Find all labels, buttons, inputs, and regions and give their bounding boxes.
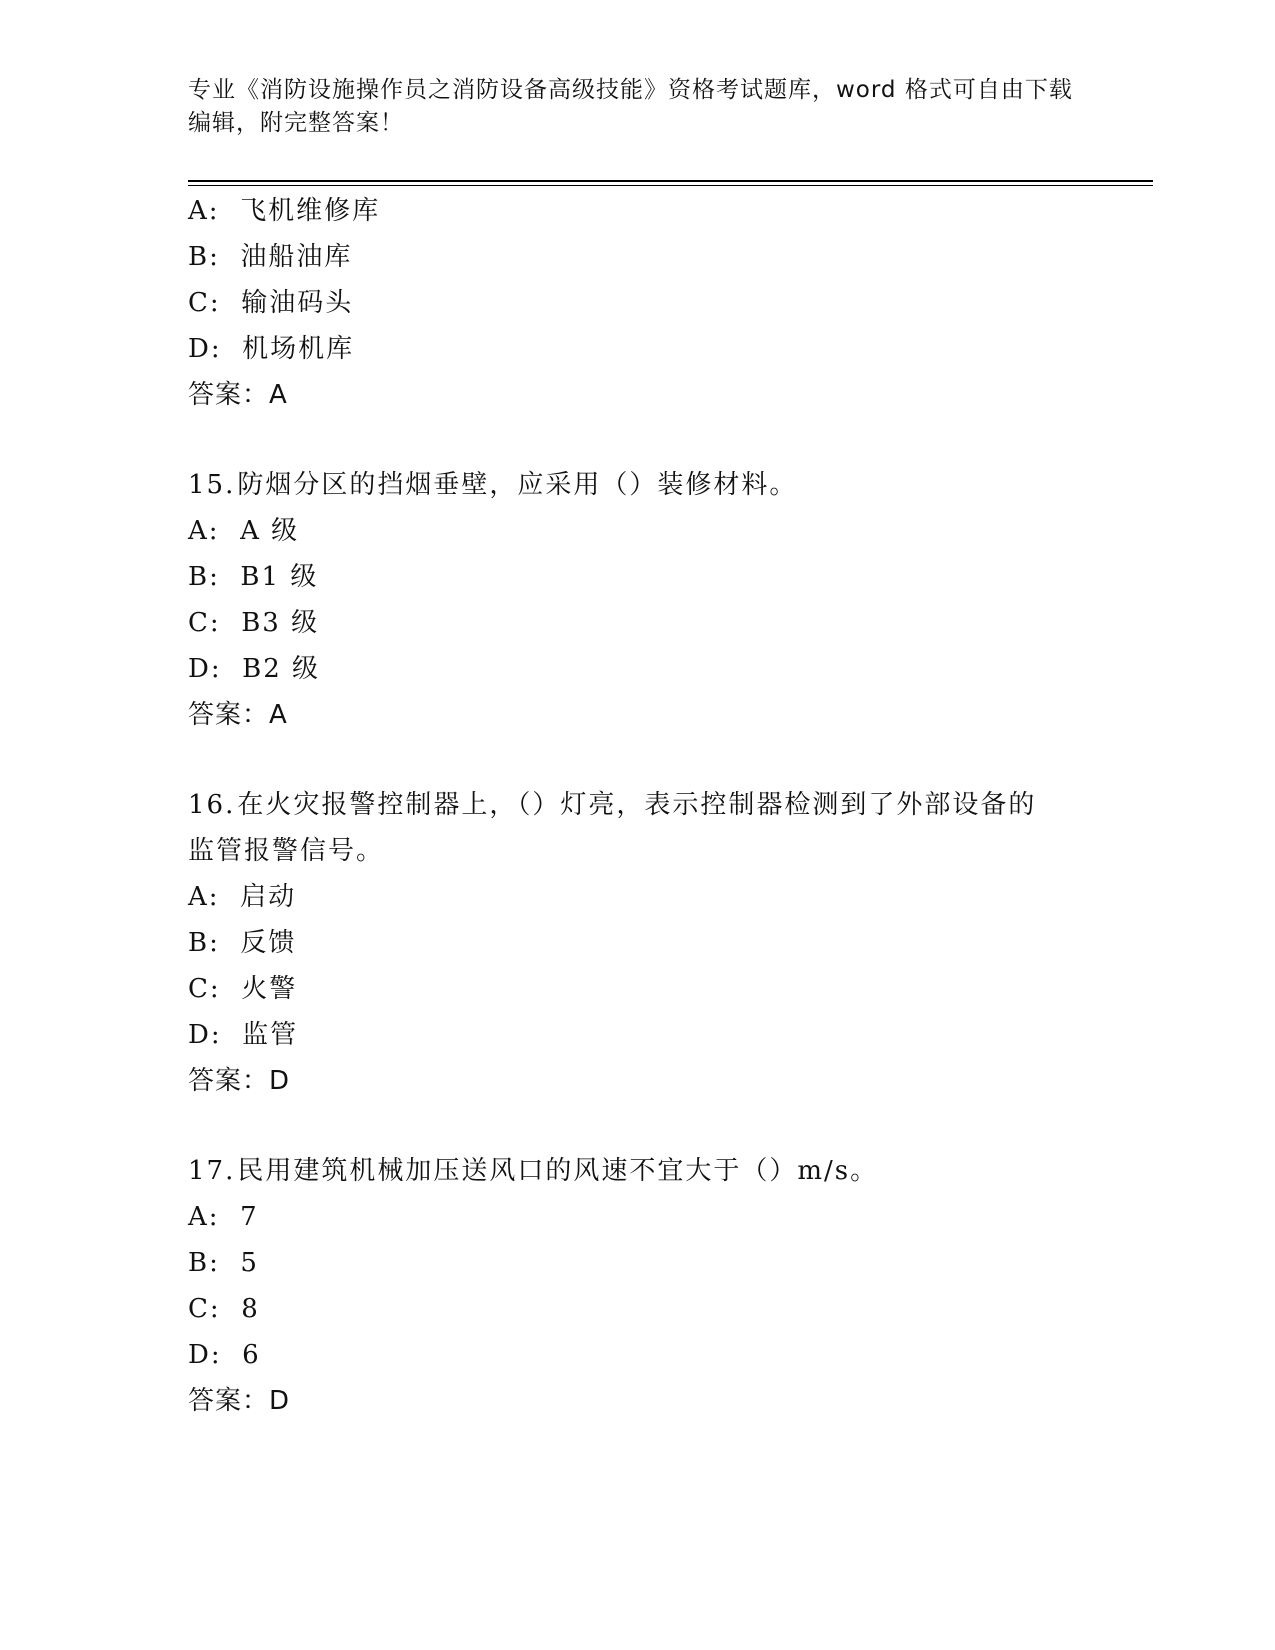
option-d: D: 机场机库 [188, 334, 355, 364]
question-number: 15. [188, 470, 236, 500]
question-17 [188, 1148, 1088, 1424]
option-text: 火警 [241, 974, 298, 1004]
option-text: 5 [240, 1248, 259, 1278]
question-number: 17. [188, 1156, 236, 1186]
option-text: 反馈 [240, 928, 297, 958]
option-text: 监管 [242, 1020, 299, 1050]
question-text: 防烟分区的挡烟垂壁，应采用（）装修材料。 [237, 470, 798, 500]
option-b: B: 油船油库 [188, 242, 353, 272]
answer-label: 答案： [188, 700, 270, 730]
option-a: A: 7 [188, 1202, 259, 1232]
question-text: 民用建筑机械加压送风口的风速不宜大于（）m/s。 [237, 1156, 879, 1186]
question-16 [188, 782, 1088, 1104]
answer-line [188, 692, 1088, 738]
option-text: 输油码头 [241, 288, 354, 318]
header-divider-thin [188, 185, 1153, 186]
question-15 [188, 462, 1088, 738]
option-text: 8 [241, 1294, 260, 1324]
option-text: B3 级 [241, 608, 320, 638]
question-text: 在火灾报警控制器上，（）灯亮，表示控制器检测到了外部设备的监管报警信号。 [188, 790, 1037, 866]
option-c: C: 火警 [188, 974, 298, 1004]
option-text: A 级 [240, 516, 300, 546]
option-b: B: B1 级 [188, 562, 319, 592]
answer-value: D [269, 1066, 291, 1096]
option-c: C: 8 [188, 1294, 260, 1324]
option-c: C: 输油码头 [188, 288, 354, 318]
option-d: D: B2 级 [188, 654, 321, 684]
answer-label: 答案： [188, 380, 270, 410]
answer-label: 答案： [188, 1066, 270, 1096]
option-text: 6 [242, 1340, 261, 1370]
question-number: 16. [188, 790, 236, 820]
answer-line [188, 372, 1088, 418]
question-continued [188, 188, 1088, 418]
option-a: A: A 级 [188, 516, 300, 546]
option-text: B1 级 [240, 562, 319, 592]
question-list [188, 188, 1088, 1424]
question-stem [188, 1148, 1088, 1194]
option-a: A: 飞机维修库 [188, 196, 381, 226]
answer-line [188, 1378, 1088, 1424]
option-text: 飞机维修库 [240, 196, 381, 226]
option-d: D: 监管 [188, 1020, 299, 1050]
option-text: 启动 [240, 882, 297, 912]
answer-value: A [269, 380, 288, 410]
answer-value: D [269, 1386, 291, 1416]
question-stem [188, 782, 1048, 874]
option-c: C: B3 级 [188, 608, 320, 638]
answer-line [188, 1058, 1088, 1104]
option-text: 油船油库 [240, 242, 353, 272]
answer-value: A [269, 700, 288, 730]
answer-label: 答案： [188, 1386, 270, 1416]
option-d: D: 6 [188, 1340, 261, 1370]
option-text: 7 [240, 1202, 259, 1232]
header-divider-thick [188, 180, 1153, 182]
option-b: B: 反馈 [188, 928, 297, 958]
option-b: B: 5 [188, 1248, 259, 1278]
option-a: A: 启动 [188, 882, 297, 912]
option-text: 机场机库 [242, 334, 355, 364]
document-intro: 专业《消防设施操作员之消防设备高级技能》资格考试题库，word 格式可自由下载编辑，附完整答案！ [188, 77, 1073, 136]
question-stem [188, 462, 1088, 508]
option-text: B2 级 [242, 654, 321, 684]
